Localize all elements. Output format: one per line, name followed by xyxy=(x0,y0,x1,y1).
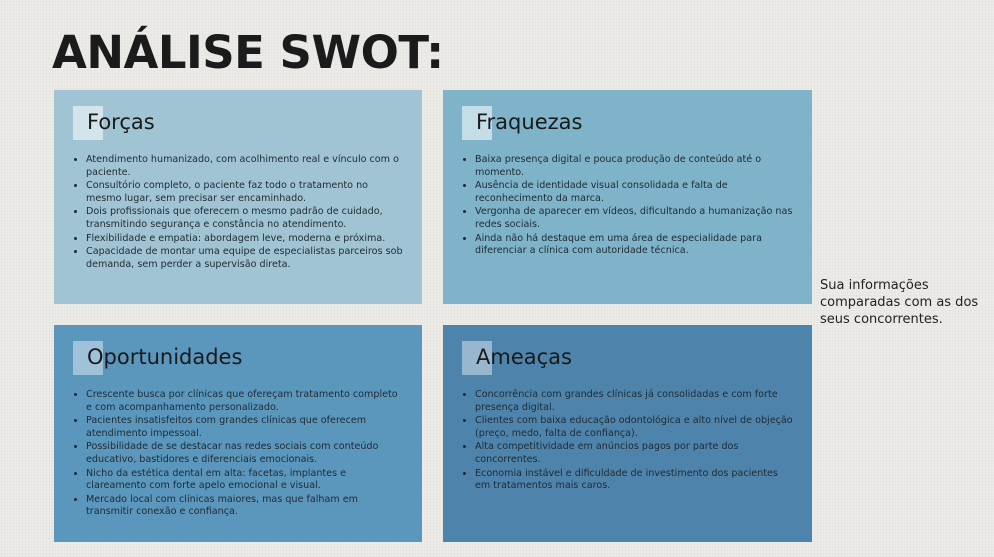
list-item: • Mercado local com clínicas maiores, mas que falham em transmitir conexão e confiança. xyxy=(86,494,406,519)
quadrant-list xyxy=(70,154,406,271)
list-item: • Clientes com baixa educação odontológica e alto nível de objeção (preço, medo, falta de confiança). xyxy=(475,415,796,440)
list-item: • Consultório completo, o paciente faz todo o tratamento no mesmo lugar, sem precisar ser encaminhado. xyxy=(86,180,406,205)
quadrant-oportunidades xyxy=(54,325,422,542)
list-item: • Crescente busca por clínicas que ofereçam tratamento completo e com acompanhamento personalizado. xyxy=(86,389,406,414)
side-note: Sua informações comparadas com as dos seus concorrentes. xyxy=(820,278,979,327)
list-item: • Pacientes insatisfeitos com grandes clínicas que oferecem atendimento impessoal. xyxy=(86,415,406,440)
quadrant-header xyxy=(459,104,796,144)
quadrant-heading: Fraquezas xyxy=(476,110,583,134)
list-item: • Alta competitividade em anúncios pagos por parte dos concorrentes. xyxy=(475,441,796,466)
quadrant-header xyxy=(459,339,796,379)
quadrant-heading: Forças xyxy=(87,110,155,134)
list-item: • Baixa presença digital e pouca produção de conteúdo até o momento. xyxy=(475,154,796,179)
quadrant-heading: Oportunidades xyxy=(87,345,243,369)
list-item: • Economia instável e dificuldade de investimento dos pacientes em tratamentos mais caros. xyxy=(475,468,796,493)
list-item: • Flexibilidade e empatia: abordagem leve, moderna e próxima. xyxy=(86,233,406,246)
list-item: • Concorrência com grandes clínicas já consolidadas e com forte presença digital. xyxy=(475,389,796,414)
list-item: • Ausência de identidade visual consolidada e falta de reconhecimento da marca. xyxy=(475,180,796,205)
quadrant-heading: Ameaças xyxy=(476,345,572,369)
quadrant-list xyxy=(459,154,796,258)
list-item: • Capacidade de montar uma equipe de especialistas parceiros sob demanda, sem perder a supervisão direta. xyxy=(86,246,406,271)
list-item: • Ainda não há destaque em uma área de especialidade para diferenciar a clínica com autoridade técnica. xyxy=(475,233,796,258)
quadrant-ameacas xyxy=(443,325,812,542)
list-item: • Dois profissionais que oferecem o mesmo padrão de cuidado, transmitindo segurança e constância no atendimento. xyxy=(86,206,406,231)
list-item: • Nicho da estética dental em alta: facetas, implantes e clareamento com forte apelo emocional e visual. xyxy=(86,468,406,493)
list-item: • Possibilidade de se destacar nas redes sociais com conteúdo educativo, bastidores e diferenciais emocionais. xyxy=(86,441,406,466)
quadrant-header xyxy=(70,104,406,144)
quadrant-fraquezas xyxy=(443,90,812,304)
quadrant-list xyxy=(459,389,796,493)
list-item: • Vergonha de aparecer em vídeos, dificultando a humanização nas redes sociais. xyxy=(475,206,796,231)
quadrant-list xyxy=(70,389,406,519)
quadrant-forcas xyxy=(54,90,422,304)
page-title: ANÁLISE SWOT: xyxy=(52,26,444,79)
list-item: • Atendimento humanizado, com acolhimento real e vínculo com o paciente. xyxy=(86,154,406,179)
quadrant-header xyxy=(70,339,406,379)
